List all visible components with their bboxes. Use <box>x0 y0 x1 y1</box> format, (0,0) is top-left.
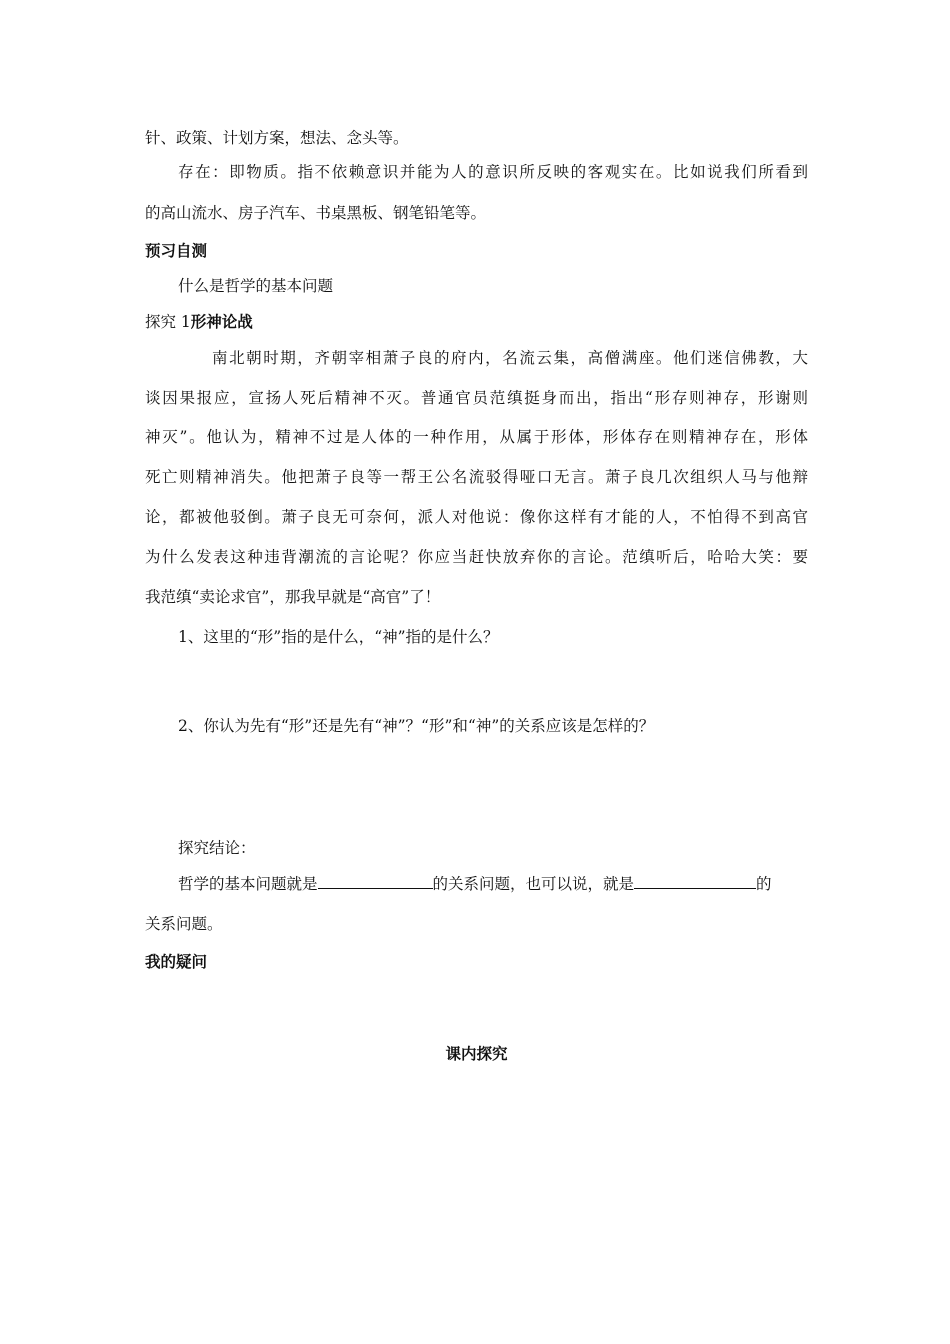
question-1: 1、这里的“形”指的是什么，“神”指的是什么？ <box>178 628 499 646</box>
story-line-2: 谈因果报应，宣扬人死后精神不灭。普通官员范缜挺身而出，指出“形存则神存，形谢则 <box>145 389 808 407</box>
question-2: 2、你认为先有“形”还是先有“神”？“形”和“神”的关系应该是怎样的？ <box>178 717 655 735</box>
preview-question: 什么是哲学的基本问题 <box>178 277 334 295</box>
story-line-4: 死亡则精神消失。他把萧子良等一帮王公名流驳得哑口无言。萧子良几次组织人马与他辩 <box>145 468 808 486</box>
conclusion-label: 探究结论： <box>178 839 256 857</box>
conclusion-sentence <box>178 872 772 896</box>
fill-blank-2[interactable] <box>634 872 756 889</box>
explore1-label-title: 形神论战 <box>190 313 253 331</box>
conclusion-line-2: 关系问题。 <box>145 915 223 933</box>
story-line-6: 为什么发表这种违背潮流的言论呢？你应当赶快放弃你的言论。范缜听后，哈哈大笑：要 <box>145 548 808 566</box>
paragraph-existence-line2: 的高山流水、房子汽车、书桌黑板、钢笔铅笔等。 <box>145 204 487 222</box>
conclusion-part-2: 的关系问题，也可以说，就是 <box>432 875 635 893</box>
story-line-5: 论，都被他驳倒。萧子良无可奈何，派人对他说：像你这样有才能的人，不怕得不到高官 <box>145 508 808 526</box>
my-questions-heading: 我的疑问 <box>145 953 208 971</box>
conclusion-part-1: 哲学的基本问题就是 <box>178 875 318 893</box>
paragraph-consciousness-end: 针、政策、计划方案，想法、念头等。 <box>145 129 409 147</box>
story-line-3: 神灭”。他认为，精神不过是人体的一种作用，从属于形体，形体存在则精神存在，形体 <box>145 428 808 446</box>
explore1-label-prefix: 探究 1 <box>145 313 191 331</box>
conclusion-part-3: 的 <box>756 875 772 893</box>
section-title-in-class-exploration: 课内探究 <box>445 1045 508 1063</box>
story-line-7: 我范缜“卖论求官”，那我早就是“高官”了！ <box>145 588 441 606</box>
explore1-label <box>145 310 253 334</box>
preview-heading: 预习自测 <box>145 242 208 260</box>
paragraph-existence-line1: 存在：即物质。指不依赖意识并能为人的意识所反映的客观实在。比如说我们所看到 <box>178 163 808 181</box>
fill-blank-1[interactable] <box>318 872 433 889</box>
story-line-1: 南北朝时期，齐朝宰相萧子良的府内，名流云集，高僧满座。他们迷信佛教，大 <box>212 349 808 367</box>
